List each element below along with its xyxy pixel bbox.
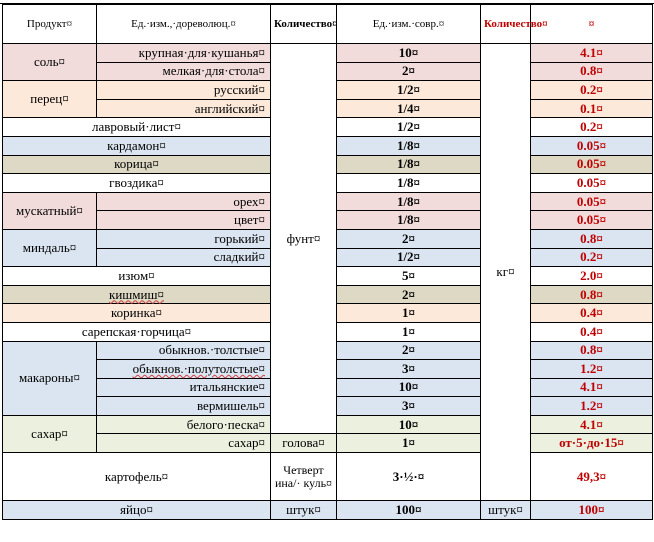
header-quantity-2: Количество¤: [481, 5, 531, 44]
item-name: вермишель¤: [97, 397, 271, 416]
old-quantity: 10¤: [337, 378, 481, 397]
unit-old-span: фунт¤: [271, 44, 337, 434]
item-name: цвет¤: [97, 211, 271, 230]
header-unit-new: Ед.·изм.·совр.¤: [337, 5, 481, 44]
item-name-text: кишмиш¤: [109, 286, 164, 302]
header-quantity: Количество¤: [271, 5, 337, 44]
converted-value: 0.4¤: [531, 304, 653, 323]
table-row: [3, 434, 653, 453]
old-quantity: 1/8¤: [337, 192, 481, 211]
unit-new-span: кг¤: [481, 44, 531, 501]
old-quantity: 1/4¤: [337, 99, 481, 118]
old-quantity: 1¤: [337, 304, 481, 323]
item-name: сладкий¤: [97, 248, 271, 267]
old-quantity: 1/8¤: [337, 174, 481, 193]
group-label: сахар¤: [3, 415, 97, 452]
table-row: [3, 44, 653, 63]
header-product: Продукт¤: [3, 5, 97, 44]
group-label: мускатный¤: [3, 192, 97, 229]
item-name: белого·песка¤: [97, 415, 271, 434]
header-row: [3, 5, 653, 44]
converted-value: 0.05¤: [531, 192, 653, 211]
converted-value: 4.1¤: [531, 415, 653, 434]
item-name: орех¤: [97, 192, 271, 211]
group-label: перец¤: [3, 81, 97, 118]
unit-old: голова¤: [271, 434, 337, 453]
item-name: обыкнов.·толстые¤: [97, 341, 271, 360]
old-quantity: 2¤: [337, 62, 481, 81]
header-last: ¤: [531, 5, 653, 44]
old-quantity: 1/8¤: [337, 155, 481, 174]
old-quantity: 1/8¤: [337, 211, 481, 230]
item-name: лавровый·лист¤: [3, 118, 271, 137]
header-unit-old-text: Ед.·изм.,·дореволюц.¤: [131, 18, 236, 30]
converted-value: 0.2¤: [531, 81, 653, 100]
old-quantity: 100¤: [337, 501, 481, 520]
old-quantity: 2¤: [337, 341, 481, 360]
group-label: макароны¤: [3, 341, 97, 415]
old-quantity: 10¤: [337, 415, 481, 434]
converted-value: 0.05¤: [531, 136, 653, 155]
group-label: миндаль¤: [3, 229, 97, 266]
unit-old: Четверт ина/· куль¤: [271, 453, 337, 501]
converted-value: 1.2¤: [531, 397, 653, 416]
table-row: [3, 453, 653, 501]
item-name: коринка¤: [3, 304, 271, 323]
item-name: [3, 285, 271, 304]
item-name: мелкая·для·стола¤: [97, 62, 271, 81]
item-name: изюм¤: [3, 267, 271, 286]
item-name: сарепская·горчица¤: [3, 322, 271, 341]
converted-value: 0.2¤: [531, 118, 653, 137]
item-name: русский¤: [97, 81, 271, 100]
converted-value: 0.1¤: [531, 99, 653, 118]
item-name: сахар¤: [97, 434, 271, 453]
converted-value: 0.8¤: [531, 229, 653, 248]
converted-value: 0.8¤: [531, 341, 653, 360]
unit-old: штук¤: [271, 501, 337, 520]
old-quantity: 2¤: [337, 229, 481, 248]
item-name: кардамон¤: [3, 136, 271, 155]
item-name: корица¤: [3, 155, 271, 174]
group-label: соль¤: [3, 44, 97, 81]
old-quantity: 2¤: [337, 285, 481, 304]
item-name: гвоздика¤: [3, 174, 271, 193]
item-name: крупная·для·кушанья¤: [97, 44, 271, 63]
old-quantity: 1¤: [337, 434, 481, 453]
item-name: [97, 360, 271, 379]
item-name: итальянские¤: [97, 378, 271, 397]
item-name-text: обыкнов.·полутолстые¤: [132, 360, 265, 376]
converted-value: 1.2¤: [531, 360, 653, 379]
converted-value: 100¤: [531, 501, 653, 520]
converted-value: 0.8¤: [531, 285, 653, 304]
old-quantity: 3¤: [337, 397, 481, 416]
converted-value: 0.05¤: [531, 211, 653, 230]
old-quantity: 5¤: [337, 267, 481, 286]
old-quantity: 3¤: [337, 360, 481, 379]
item-name: картофель¤: [3, 453, 271, 501]
unit-new: штук¤: [481, 501, 531, 520]
item-name: горький¤: [97, 229, 271, 248]
conversion-table: [2, 4, 653, 520]
converted-value: от·5·до·15¤: [531, 434, 653, 453]
old-quantity: 1/2¤: [337, 81, 481, 100]
old-quantity: 1/2¤: [337, 248, 481, 267]
item-name: яйцо¤: [3, 501, 271, 520]
header-unit-old: [97, 5, 271, 44]
old-quantity: 1/2¤: [337, 118, 481, 137]
old-quantity: 10¤: [337, 44, 481, 63]
item-name: английский¤: [97, 99, 271, 118]
converted-value: 4.1¤: [531, 44, 653, 63]
converted-value: 0.4¤: [531, 322, 653, 341]
converted-value: 4.1¤: [531, 378, 653, 397]
converted-value: 2.0¤: [531, 267, 653, 286]
converted-value: 0.05¤: [531, 174, 653, 193]
table-row: [3, 501, 653, 520]
converted-value: 49,3¤: [531, 453, 653, 501]
old-quantity: 1¤: [337, 322, 481, 341]
old-quantity: 1/8¤: [337, 136, 481, 155]
converted-value: 0.2¤: [531, 248, 653, 267]
converted-value: 0.05¤: [531, 155, 653, 174]
converted-value: 0.8¤: [531, 62, 653, 81]
old-quantity: 3·½·¤: [337, 453, 481, 501]
